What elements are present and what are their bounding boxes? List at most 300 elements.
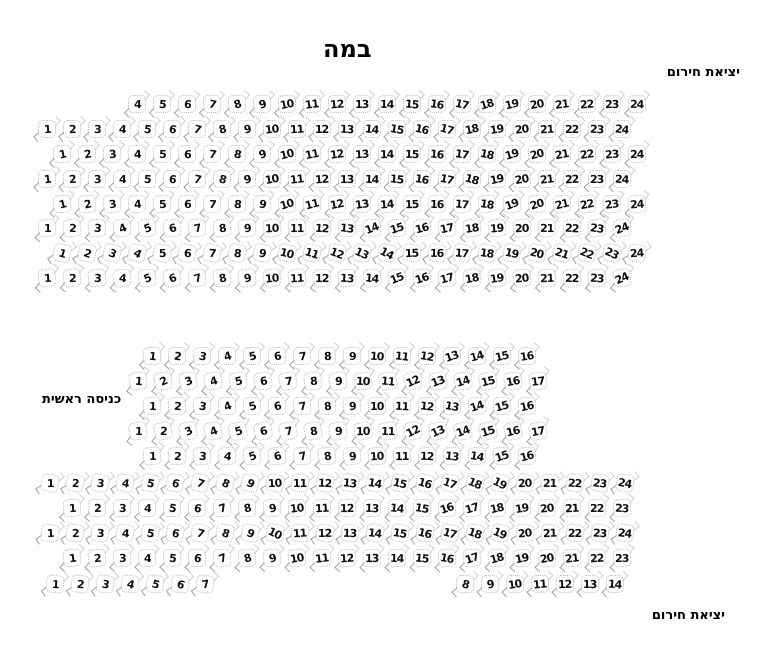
seat[interactable]: [538, 120, 557, 139]
seat[interactable]: [70, 574, 90, 594]
seat[interactable]: [87, 548, 106, 567]
seat[interactable]: [503, 371, 524, 392]
seat[interactable]: [312, 498, 331, 517]
seat[interactable]: [293, 347, 312, 366]
seat[interactable]: [377, 194, 397, 214]
seat[interactable]: [488, 170, 506, 188]
seat[interactable]: [262, 498, 281, 517]
seat[interactable]: [403, 95, 422, 114]
seat[interactable]: [112, 498, 131, 517]
seat[interactable]: [590, 523, 611, 544]
seat[interactable]: [362, 498, 381, 517]
seat[interactable]: [387, 218, 407, 238]
seat[interactable]: [465, 473, 486, 494]
seat[interactable]: [463, 120, 482, 139]
seat[interactable]: [528, 371, 549, 392]
seat[interactable]: [393, 347, 412, 366]
seat[interactable]: [88, 120, 107, 139]
seat[interactable]: [162, 498, 181, 517]
seat[interactable]: [317, 396, 336, 415]
seat[interactable]: [463, 170, 481, 188]
seat[interactable]: [537, 268, 557, 288]
seat[interactable]: [142, 446, 161, 465]
seat[interactable]: [412, 268, 432, 288]
seat[interactable]: [562, 268, 582, 288]
seat[interactable]: [253, 95, 272, 114]
seat[interactable]: [392, 446, 412, 466]
seat[interactable]: [187, 268, 207, 288]
seat[interactable]: [315, 523, 336, 544]
seat[interactable]: [627, 94, 646, 113]
seat[interactable]: [251, 242, 272, 263]
seat[interactable]: [387, 268, 407, 288]
seat[interactable]: [553, 95, 572, 114]
seat[interactable]: [214, 472, 235, 493]
seat[interactable]: [65, 523, 86, 544]
seat[interactable]: [287, 498, 306, 517]
seat[interactable]: [137, 268, 157, 288]
seat[interactable]: [143, 347, 162, 366]
seat[interactable]: [193, 347, 212, 366]
seat[interactable]: [326, 242, 347, 263]
seat[interactable]: [513, 120, 532, 139]
seat[interactable]: [162, 548, 181, 567]
seat[interactable]: [352, 420, 373, 441]
seat[interactable]: [337, 498, 356, 517]
seat[interactable]: [40, 523, 61, 544]
seat[interactable]: [517, 346, 536, 365]
seat[interactable]: [77, 194, 96, 213]
seat[interactable]: [502, 420, 523, 441]
seat[interactable]: [612, 498, 631, 517]
seat[interactable]: [438, 170, 456, 188]
seat[interactable]: [195, 574, 215, 594]
seat[interactable]: [138, 120, 157, 139]
seat[interactable]: [87, 218, 107, 238]
seat[interactable]: [213, 170, 231, 188]
seat[interactable]: [587, 498, 606, 517]
seat[interactable]: [177, 194, 196, 213]
seat[interactable]: [287, 218, 307, 238]
seat[interactable]: [102, 194, 121, 213]
seat[interactable]: [176, 242, 197, 263]
seat[interactable]: [506, 575, 524, 593]
seat[interactable]: [217, 446, 236, 465]
seat[interactable]: [63, 170, 81, 188]
seat[interactable]: [277, 194, 296, 213]
seat[interactable]: [167, 446, 186, 465]
seat[interactable]: [515, 523, 536, 544]
seat[interactable]: [352, 144, 371, 163]
seat[interactable]: [168, 347, 187, 366]
seat[interactable]: [312, 218, 332, 238]
seat[interactable]: [488, 120, 507, 139]
seat[interactable]: [392, 396, 411, 415]
seat[interactable]: [212, 218, 232, 238]
seat[interactable]: [51, 242, 72, 263]
seat[interactable]: [62, 548, 81, 567]
seat[interactable]: [228, 371, 249, 392]
seat[interactable]: [363, 170, 381, 188]
seat[interactable]: [602, 144, 621, 163]
seat[interactable]: [237, 268, 257, 288]
seat[interactable]: [487, 498, 506, 517]
seat[interactable]: [492, 446, 512, 466]
seat[interactable]: [268, 347, 287, 366]
seat[interactable]: [317, 446, 337, 466]
seat[interactable]: [452, 194, 472, 214]
seat[interactable]: [440, 473, 461, 494]
seat[interactable]: [64, 472, 85, 493]
seat[interactable]: [565, 523, 586, 544]
seat[interactable]: [62, 218, 82, 238]
seat[interactable]: [278, 371, 299, 392]
seat[interactable]: [114, 472, 135, 493]
seat[interactable]: [238, 120, 257, 139]
seat[interactable]: [390, 473, 411, 494]
seat[interactable]: [313, 120, 332, 139]
seat[interactable]: [477, 420, 498, 441]
seat[interactable]: [342, 396, 361, 415]
seat[interactable]: [252, 144, 271, 163]
seat[interactable]: [364, 472, 385, 493]
seat[interactable]: [189, 472, 210, 493]
seat[interactable]: [437, 268, 457, 288]
seat[interactable]: [120, 574, 140, 594]
seat[interactable]: [287, 548, 307, 568]
seat[interactable]: [327, 194, 346, 213]
seat[interactable]: [242, 446, 262, 466]
seat[interactable]: [87, 498, 106, 517]
seat[interactable]: [178, 371, 199, 392]
seat[interactable]: [490, 473, 511, 494]
seat[interactable]: [328, 371, 349, 392]
seat[interactable]: [252, 194, 271, 213]
seat[interactable]: [453, 371, 474, 392]
seat[interactable]: [437, 218, 457, 238]
seat[interactable]: [292, 446, 312, 466]
seat[interactable]: [78, 145, 97, 164]
seat[interactable]: [187, 498, 206, 517]
seat[interactable]: [452, 420, 473, 441]
seat[interactable]: [577, 194, 597, 214]
seat[interactable]: [440, 523, 461, 544]
seat[interactable]: [442, 446, 462, 466]
seat[interactable]: [238, 170, 256, 188]
seat[interactable]: [302, 194, 321, 213]
seat[interactable]: [213, 120, 232, 139]
seat[interactable]: [126, 242, 147, 263]
seat[interactable]: [302, 420, 323, 441]
seat[interactable]: [503, 95, 522, 114]
seat[interactable]: [38, 170, 57, 189]
seat[interactable]: [267, 396, 286, 415]
seat[interactable]: [540, 473, 561, 494]
seat[interactable]: [318, 347, 337, 366]
seat[interactable]: [237, 548, 257, 568]
seat[interactable]: [289, 472, 310, 493]
seat[interactable]: [365, 523, 386, 544]
seat[interactable]: [242, 396, 261, 415]
seat[interactable]: [462, 548, 482, 568]
seat[interactable]: [403, 371, 424, 392]
seat[interactable]: [612, 548, 632, 568]
seat[interactable]: [178, 421, 199, 442]
seat[interactable]: [478, 95, 497, 114]
seat[interactable]: [453, 95, 472, 114]
seat[interactable]: [262, 268, 282, 288]
seat[interactable]: [142, 396, 161, 415]
seat[interactable]: [62, 268, 82, 288]
seat[interactable]: [278, 95, 297, 114]
seat[interactable]: [164, 472, 185, 493]
seat[interactable]: [538, 170, 556, 188]
seat[interactable]: [517, 446, 537, 466]
seat[interactable]: [277, 420, 298, 441]
seat[interactable]: [62, 498, 81, 517]
seat[interactable]: [362, 548, 382, 568]
seat[interactable]: [89, 472, 110, 493]
seat[interactable]: [337, 218, 357, 238]
seat[interactable]: [253, 371, 274, 392]
seat[interactable]: [565, 473, 586, 494]
seat[interactable]: [590, 473, 611, 494]
seat[interactable]: [352, 194, 371, 213]
seat[interactable]: [153, 95, 172, 114]
seat[interactable]: [137, 498, 156, 517]
seat[interactable]: [137, 218, 157, 238]
seat[interactable]: [587, 218, 607, 238]
seat[interactable]: [113, 120, 132, 139]
seat[interactable]: [328, 95, 347, 114]
seat[interactable]: [615, 523, 636, 544]
seat[interactable]: [526, 242, 547, 263]
seat[interactable]: [388, 170, 406, 188]
seat[interactable]: [531, 575, 549, 593]
seat[interactable]: [378, 371, 399, 392]
seat[interactable]: [112, 268, 132, 288]
seat[interactable]: [517, 396, 536, 415]
seat[interactable]: [487, 218, 507, 238]
seat[interactable]: [563, 170, 581, 188]
seat[interactable]: [343, 347, 362, 366]
seat[interactable]: [145, 574, 165, 594]
seat[interactable]: [527, 420, 548, 441]
seat[interactable]: [418, 347, 437, 366]
seat[interactable]: [467, 446, 487, 466]
seat[interactable]: [327, 420, 348, 441]
seat[interactable]: [462, 498, 481, 517]
seat[interactable]: [152, 194, 171, 213]
seat[interactable]: [339, 472, 360, 493]
seat[interactable]: [226, 242, 247, 263]
seat[interactable]: [217, 396, 236, 415]
seat[interactable]: [465, 523, 486, 544]
seat[interactable]: [88, 170, 106, 188]
seat[interactable]: [151, 242, 172, 263]
seat[interactable]: [477, 144, 496, 163]
seat[interactable]: [153, 371, 174, 392]
seat[interactable]: [127, 144, 146, 163]
seat[interactable]: [340, 523, 361, 544]
seat[interactable]: [451, 242, 472, 263]
seat[interactable]: [203, 421, 224, 442]
seat[interactable]: [37, 218, 57, 238]
seat[interactable]: [527, 194, 547, 214]
seat[interactable]: [313, 170, 331, 188]
seat[interactable]: [442, 396, 461, 415]
seat[interactable]: [190, 523, 211, 544]
seat[interactable]: [192, 396, 211, 415]
seat[interactable]: [140, 523, 161, 544]
seat[interactable]: [353, 95, 372, 114]
seat[interactable]: [187, 218, 207, 238]
seat[interactable]: [527, 144, 546, 163]
seat[interactable]: [388, 120, 407, 139]
seat[interactable]: [427, 194, 447, 214]
seat[interactable]: [170, 574, 190, 594]
seat[interactable]: [227, 194, 246, 213]
seat[interactable]: [476, 242, 497, 263]
seat[interactable]: [626, 242, 647, 263]
seat[interactable]: [152, 144, 171, 163]
seat[interactable]: [552, 144, 571, 163]
seat[interactable]: [290, 523, 311, 544]
seat[interactable]: [112, 548, 131, 567]
seat[interactable]: [417, 396, 436, 415]
seat[interactable]: [467, 346, 486, 365]
seat[interactable]: [338, 170, 356, 188]
seat[interactable]: [512, 548, 532, 568]
seat[interactable]: [188, 120, 207, 139]
seat[interactable]: [492, 396, 511, 415]
seat[interactable]: [452, 144, 471, 163]
seat[interactable]: [537, 498, 556, 517]
seat[interactable]: [587, 268, 607, 288]
seat[interactable]: [212, 268, 232, 288]
seat[interactable]: [627, 144, 646, 163]
seat[interactable]: [502, 194, 522, 214]
seat[interactable]: [39, 472, 60, 493]
seat[interactable]: [351, 242, 372, 263]
seat[interactable]: [102, 144, 121, 163]
seat[interactable]: [601, 242, 622, 263]
seat[interactable]: [540, 523, 561, 544]
seat[interactable]: [462, 218, 482, 238]
seat[interactable]: [627, 194, 647, 214]
seat[interactable]: [63, 120, 82, 139]
seat[interactable]: [478, 371, 499, 392]
seat[interactable]: [302, 144, 321, 163]
seat[interactable]: [512, 268, 532, 288]
seat[interactable]: [201, 242, 222, 263]
seat[interactable]: [490, 523, 511, 544]
seat[interactable]: [443, 347, 462, 366]
seat[interactable]: [342, 446, 362, 466]
seat[interactable]: [276, 242, 297, 263]
seat[interactable]: [367, 446, 387, 466]
seat[interactable]: [613, 120, 631, 138]
seat[interactable]: [178, 95, 197, 114]
seat[interactable]: [53, 145, 72, 164]
seat[interactable]: [615, 473, 636, 494]
seat[interactable]: [337, 268, 357, 288]
seat[interactable]: [163, 120, 182, 139]
seat[interactable]: [338, 120, 357, 139]
seat[interactable]: [556, 575, 574, 593]
seat[interactable]: [512, 218, 532, 238]
seat[interactable]: [112, 218, 132, 238]
seat[interactable]: [314, 472, 335, 493]
seat[interactable]: [602, 94, 621, 113]
seat[interactable]: [312, 268, 332, 288]
seat[interactable]: [438, 120, 457, 139]
seat[interactable]: [581, 575, 599, 593]
seat[interactable]: [562, 218, 582, 238]
seat[interactable]: [277, 144, 296, 163]
seat[interactable]: [203, 371, 224, 392]
seat[interactable]: [101, 242, 122, 263]
seat[interactable]: [387, 548, 407, 568]
seat[interactable]: [312, 548, 332, 568]
seat[interactable]: [267, 446, 287, 466]
seat[interactable]: [456, 575, 474, 593]
seat[interactable]: [177, 144, 196, 163]
seat[interactable]: [378, 95, 397, 114]
seat[interactable]: [243, 347, 262, 366]
seat[interactable]: [237, 218, 257, 238]
seat[interactable]: [188, 170, 206, 188]
seat[interactable]: [537, 218, 557, 238]
seat[interactable]: [367, 396, 386, 415]
seat[interactable]: [153, 421, 174, 442]
seat[interactable]: [87, 268, 107, 288]
seat[interactable]: [402, 420, 423, 441]
seat[interactable]: [427, 144, 446, 163]
seat[interactable]: [612, 268, 632, 288]
seat[interactable]: [588, 170, 606, 188]
seat[interactable]: [227, 144, 246, 163]
seat[interactable]: [578, 95, 597, 114]
seat[interactable]: [377, 144, 396, 163]
seat[interactable]: [362, 268, 382, 288]
seat[interactable]: [264, 472, 285, 493]
seat[interactable]: [167, 396, 186, 415]
seat[interactable]: [288, 170, 306, 188]
seat[interactable]: [587, 548, 607, 568]
seat[interactable]: [303, 371, 324, 392]
seat[interactable]: [401, 242, 422, 263]
seat[interactable]: [551, 242, 572, 263]
seat[interactable]: [402, 144, 421, 163]
seat[interactable]: [292, 396, 311, 415]
seat[interactable]: [613, 170, 631, 188]
seat[interactable]: [562, 498, 581, 517]
seat[interactable]: [481, 575, 499, 593]
seat[interactable]: [45, 574, 65, 594]
seat[interactable]: [437, 548, 457, 568]
seat[interactable]: [467, 396, 486, 415]
seat[interactable]: [487, 548, 507, 568]
seat[interactable]: [515, 473, 536, 494]
seat[interactable]: [428, 371, 449, 392]
seat[interactable]: [113, 170, 131, 188]
seat[interactable]: [138, 170, 156, 188]
seat[interactable]: [263, 120, 282, 139]
seat[interactable]: [202, 194, 221, 213]
seat[interactable]: [227, 420, 248, 441]
seat[interactable]: [115, 523, 136, 544]
